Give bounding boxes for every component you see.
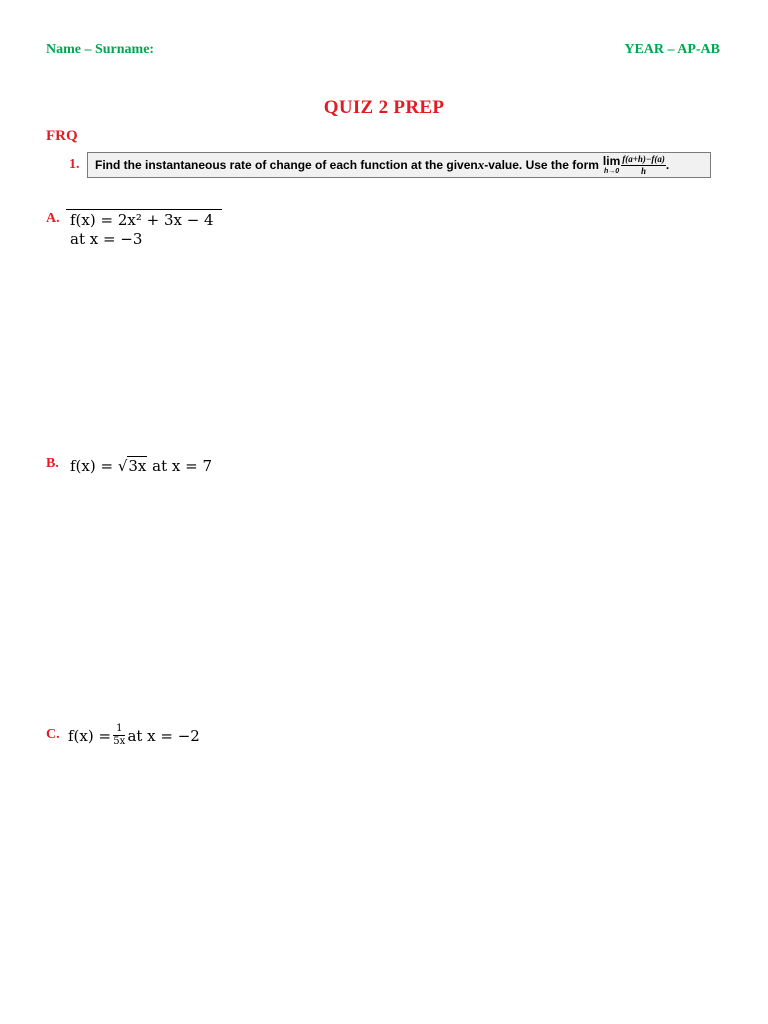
sqrt-symbol: √ xyxy=(117,457,128,475)
instruction-prefix: Find the instantaneous rate of change of each function at the given xyxy=(95,158,478,172)
instruction-mid: -value. Use the form xyxy=(484,158,599,172)
instruction-variable: x xyxy=(477,157,485,172)
difference-quotient-numerator: f(a+h)−f(a) xyxy=(622,153,665,164)
name-surname-label: Name – Surname: xyxy=(46,42,155,57)
part-a-rule xyxy=(66,209,222,210)
limit-word: lim xyxy=(602,154,621,168)
part-a-function-rhs: 2x² + 3x − 4 xyxy=(117,211,214,229)
part-a-point: at x = −3 xyxy=(70,230,143,248)
instruction-box xyxy=(87,152,711,178)
part-b-function xyxy=(70,457,212,475)
part-b-letter: B. xyxy=(46,456,59,471)
page-title: QUIZ 2 PREP xyxy=(323,97,445,118)
limit-subscript: h→0 xyxy=(604,168,620,175)
difference-quotient-denominator: h xyxy=(641,165,647,176)
part-c-point: at x = −2 xyxy=(127,726,200,745)
part-c-function xyxy=(68,724,200,747)
section-heading: FRQ xyxy=(46,128,78,144)
part-a-function xyxy=(70,211,214,229)
difference-quotient xyxy=(621,155,666,176)
year-label: YEAR – AP-AB xyxy=(624,42,720,57)
part-c-fraction xyxy=(113,724,125,747)
part-a-letter: A. xyxy=(46,211,60,226)
part-b-function-lhs: f(x) = xyxy=(70,457,118,475)
part-c-fraction-denominator: 5x xyxy=(113,736,126,747)
instruction-end: . xyxy=(665,158,670,172)
part-c-function-lhs: f(x) = xyxy=(68,726,112,745)
part-b-sqrt-argument: 3x xyxy=(128,457,147,475)
part-a-function-lhs: f(x) = xyxy=(70,211,118,229)
limit-notation xyxy=(603,155,620,175)
part-c-fraction-numerator: 1 xyxy=(113,724,125,736)
part-c-letter: C. xyxy=(46,727,60,742)
question-number: 1. xyxy=(69,157,80,172)
part-b-point: at x = 7 xyxy=(147,457,213,475)
